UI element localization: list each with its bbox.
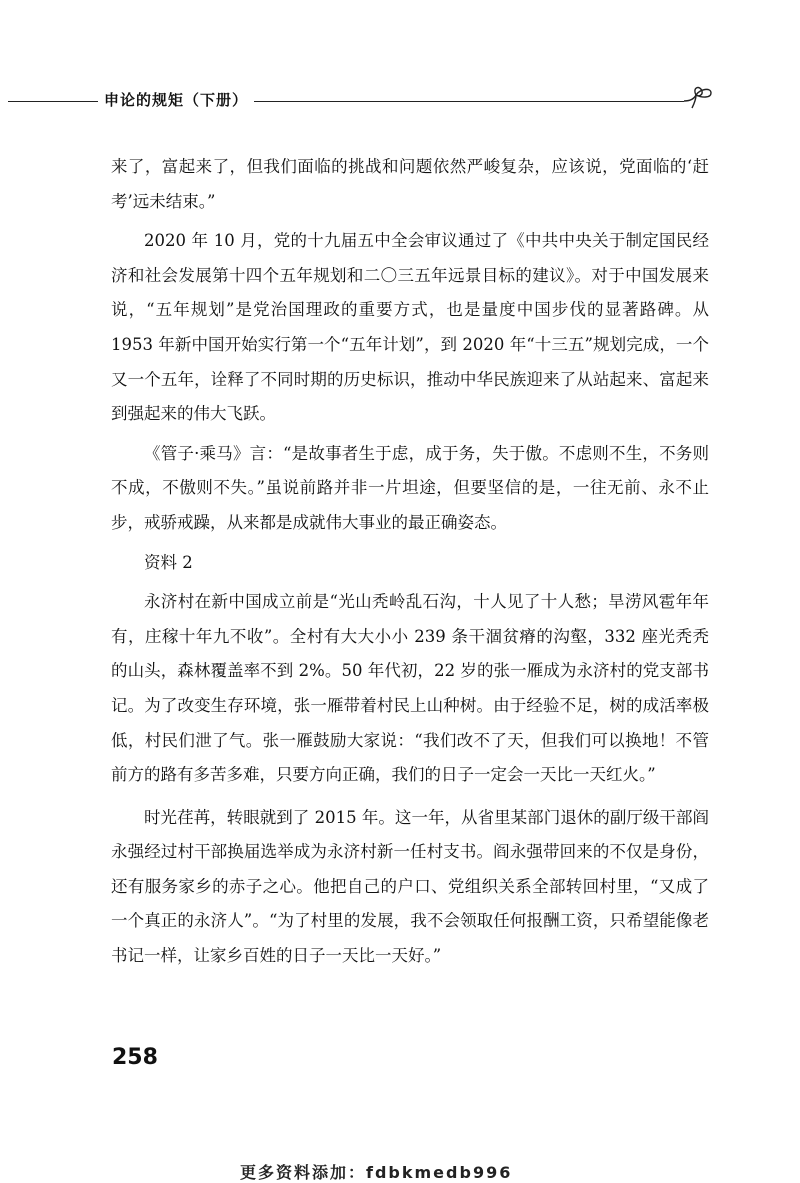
book-title: 申论的规矩（下册）: [104, 91, 249, 109]
page-number: 258: [112, 1045, 158, 1070]
body-text: [111, 150, 709, 974]
paragraph-yan-yongqiang: 时光荏苒，转眼就到了 2015 年。这一年，从省里某部门退休的副厅级干部阎永强经过村干部换届选举成为永济村新一任村支书。阎永强带回来的不仅是身份，还有服务家乡的赤子之心。他把自己的户口、党组织关系全部转回村里，“又成了一个真正的永济人”。“为了村里的发展，我不会领取任何报酬工资，只希望能像老书记一样，让家乡百姓的日子一天比一天好。”: [111, 807, 709, 966]
paragraph-guanzi-quote: 《管子·乘马》言：“是故事者生于虑，成于务，失于傲。不虑则不生，不务则不成，不傲则不失。”虽说前路并非一片坦途，但要坚信的是，一往无前、永不止步，戒骄戒躁，从来都是成就伟大事业的最正确姿态。: [111, 443, 709, 532]
running-header: [0, 84, 800, 114]
paragraph-yongji-village: 永济村在新中国成立前是“光山秃岭乱石沟，十人见了十人愁；旱涝风雹年年有，庄稼十年九不收”。全村有大大小小 239 条干涸贫瘠的沟壑，332 座光秃秃的山头，森林覆盖率不到 2%。50 年代初，22 岁的张一雁成为永济村的党支部书记。为了改变生存环境，张一雁带着村民上山种树。由于经验不足，树的成活率极低，村民们泄了气。张一雁鼓励大家说：“我们改不了天，但我们可以换地！不管前方的路有多苦多难，只要方向正确，我们的日子一定会一天比一天红火。”: [111, 592, 709, 785]
sprout-icon: [680, 84, 716, 112]
paragraph-five-year-plan: 2020 年 10 月，党的十九届五中全会审议通过了《中共中央关于制定国民经济和社会发展第十四个五年规划和二〇三五年远景目标的建议》。对于中国发展来说，“五年规划”是党治国理政的重要方式，也是量度中国步伐的显著路碑。从 1953 年新中国开始实行第一个“五年计划”，到 2020 年“十三五”规划完成，一个又一个五年，诠释了不同时期的历史标识，推动中华民族迎来了从站起来、富起来到强起来的伟大飞跃。: [111, 231, 709, 424]
footer-watermark: [240, 1158, 560, 1182]
section-heading-material-2: 资料 2: [144, 552, 193, 572]
paragraph-continuation: 来了，富起来了，但我们面临的挑战和问题依然严峻复杂，应该说，党面临的‘赶考’远未结束。”: [111, 157, 709, 211]
header-rule-right: [254, 101, 684, 102]
header-rule-left: [8, 101, 98, 102]
footer-text: 更多资料添加：fdbkmedb996: [240, 1163, 513, 1182]
